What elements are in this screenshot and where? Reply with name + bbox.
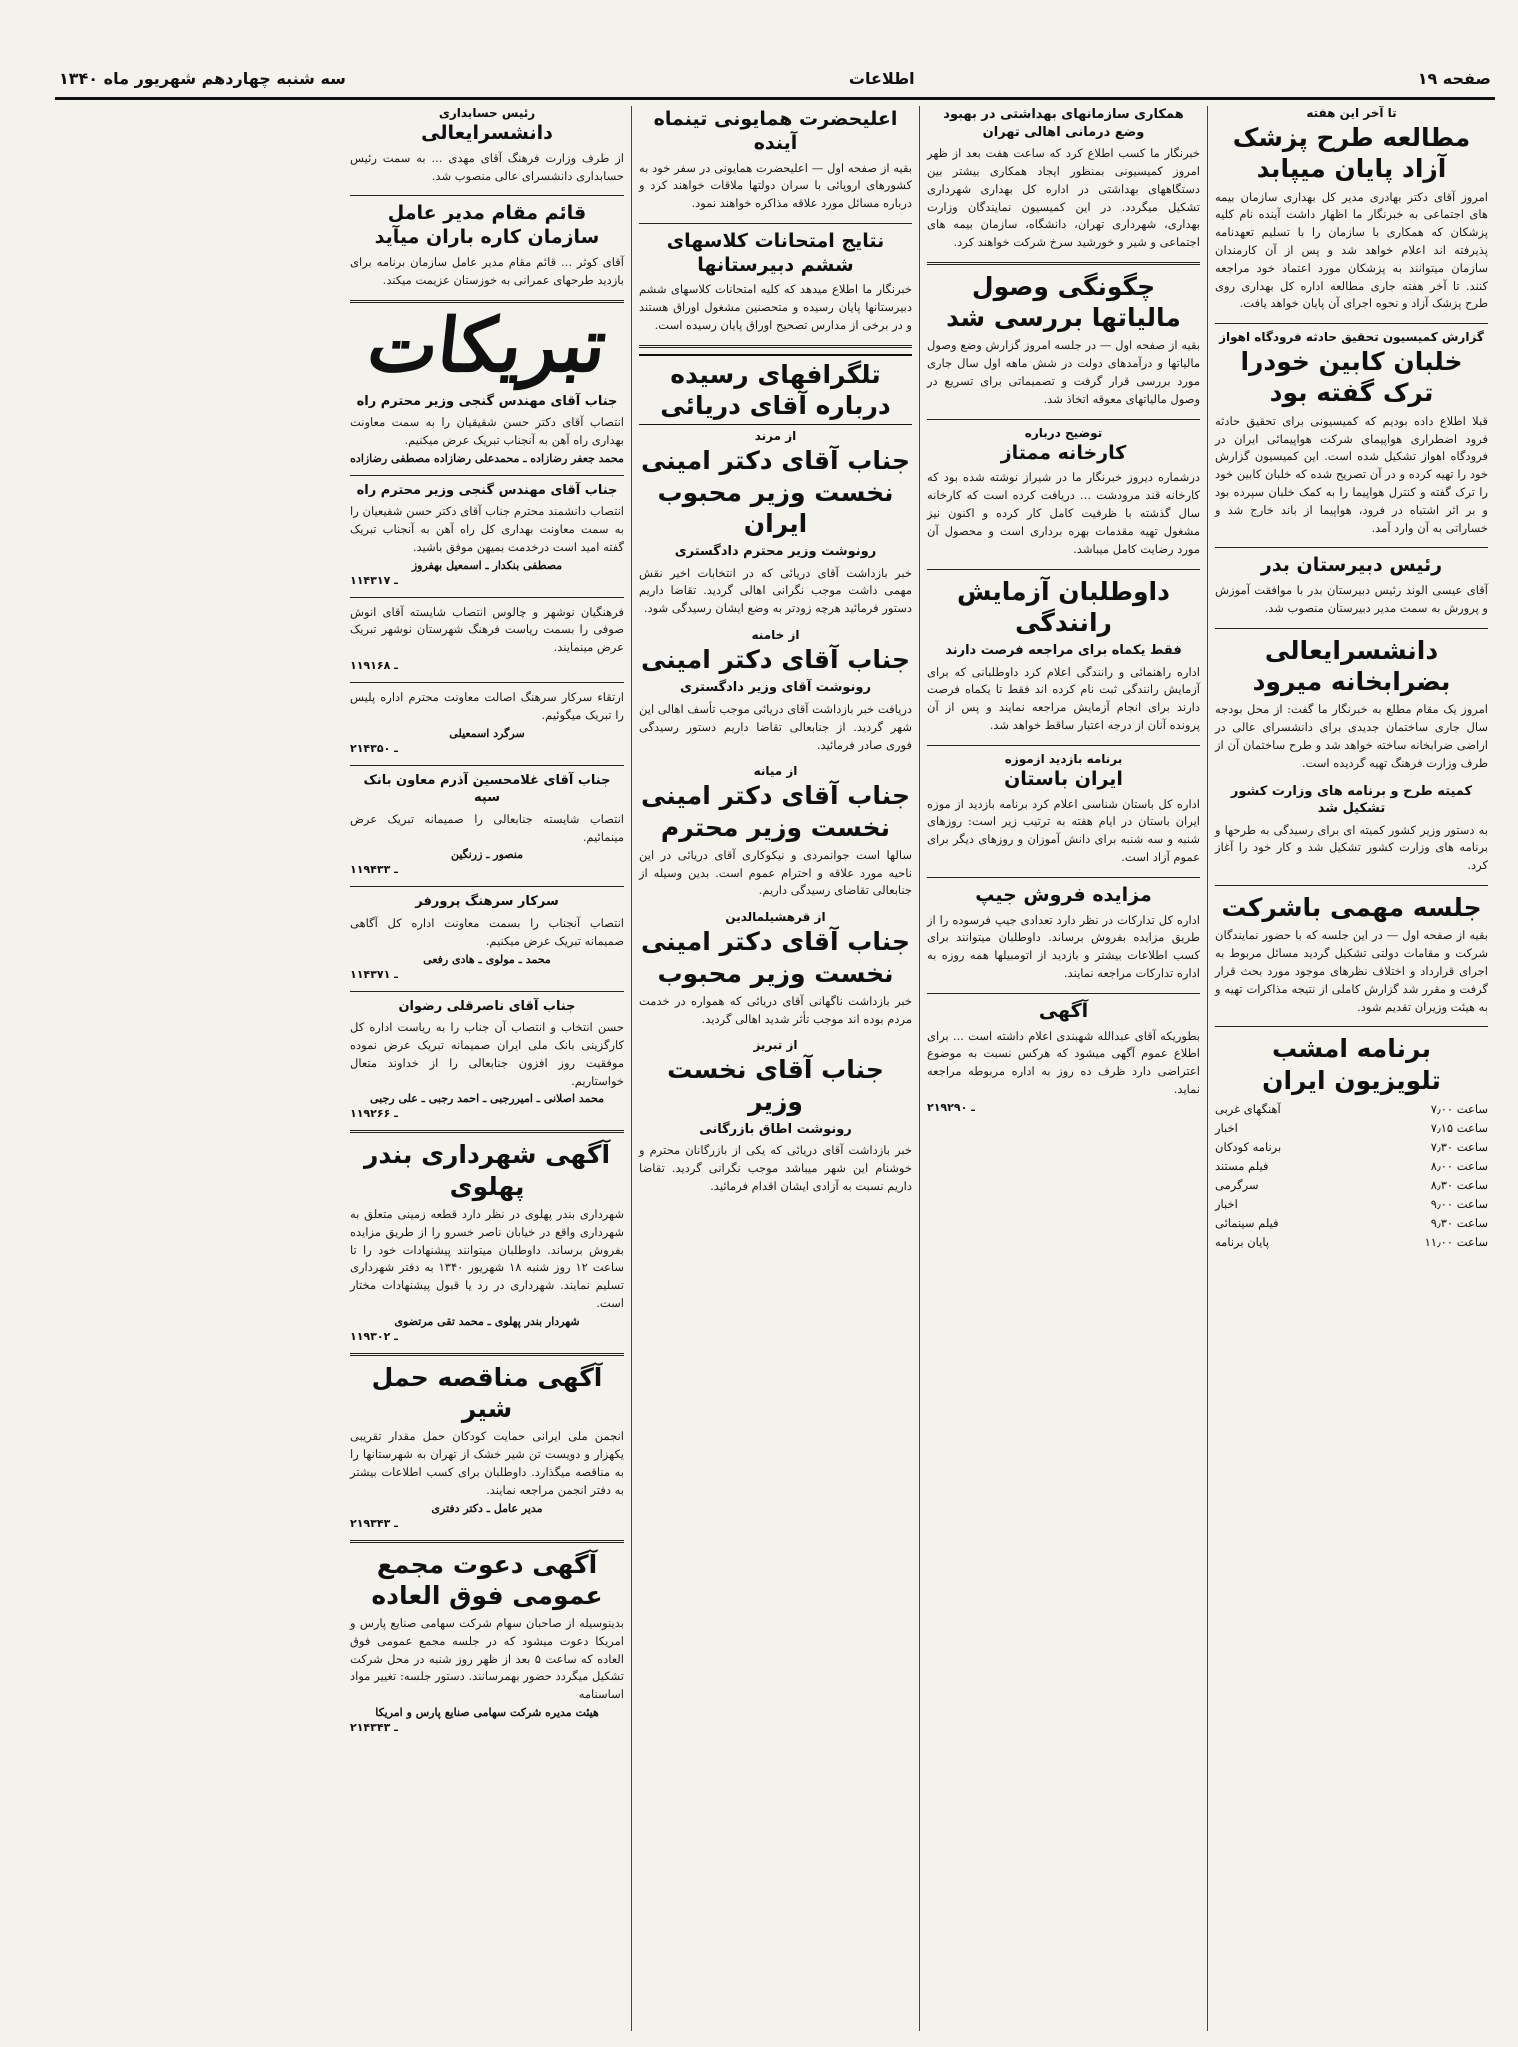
congrats-item <box>350 393 624 465</box>
article-body: امروز آقای دکتر بهادری مدیر کل بهداری سازمان بیمه های اجتماعی به خبرنگار ما اظهار داشت آینده نام کلیه پزشکان که همکاری با سازمان را با تسلیم تعهدنامه پذیرفته اند اعلام خواهد شد و پس از آن کارمندان سازمان میتوانند به پزشکان مورد اعتماد خود مراجعه کنند. تا آخر هفته جاری مطالعه اداره کل بهداری روی طرح پزشک آزاد و نحوه اجرای آن پایان خواهد یافت. <box>1215 189 1488 311</box>
divider <box>350 1130 624 1133</box>
headline: کارخانه ممتاز <box>1000 441 1127 464</box>
headline: آگهی شهرداری بندر پهلوی <box>363 1140 611 1201</box>
divider <box>350 765 624 766</box>
headline: آگهی <box>1038 999 1089 1022</box>
ad-reference: ۱ـ ۱۹۳۰۲ <box>350 1329 398 1343</box>
article-factory <box>927 426 1200 559</box>
headline: چگونگی وصول مالیاتها بررسی شد <box>946 271 1181 333</box>
divider <box>639 223 912 224</box>
tv-show: سرگرمی <box>1215 1177 1259 1192</box>
divider <box>350 597 624 598</box>
tv-item <box>1215 1195 1488 1214</box>
article-body: بقیه از صفحه اول — در جلسه امروز گزارش وضع وصول مالیاتها و درآمدهای دولت در شش ماهه اول سال جاری مورد بررسی قرار گرفت و تصمیماتی برای تسریع در وصول مالیاتهای معوقه اتخاذ شد. <box>927 338 1200 406</box>
congrats-text: ارتقاء سرکار سرهنگ اصالت معاونت محترم اداره پلیس را تبریک میگوئیم. <box>350 690 624 722</box>
article-body: به دستور وزیر کشور کمیته ای برای رسیدگی به طرحها و برنامه های وزارت کشور تشکیل شد و کار خود را آغاز کرد. <box>1215 822 1488 873</box>
congrats-item <box>350 893 624 980</box>
congrats-text: انتصاب آقای دکتر حسن شقیقیان را به سمت معاونت بهداری راه آهن به آنجناب تبریک عرض میکنیم. <box>350 415 624 447</box>
divider <box>927 262 1200 265</box>
headline: آگهی دعوت مجمع عمومی فوق العاده <box>371 1549 603 1610</box>
article-exam-results <box>639 230 912 335</box>
masthead <box>55 60 1495 100</box>
kicker: رئیس حسابداری <box>438 106 536 120</box>
headline: خلبان کابین خودرا ترک گفته بود <box>1240 347 1463 408</box>
headline: مطالعه طرح پزشک آزاد پایان میپابد <box>1232 123 1471 184</box>
tv-show: آهنگهای غربی <box>1215 1101 1281 1116</box>
tv-time: ساعت ۷٫۱۵ <box>1430 1120 1488 1135</box>
telegram-khameneh <box>639 628 912 754</box>
section-title: تلگرافهای رسیده درباره آقای دریائی <box>639 354 912 426</box>
congrats-text: انتصاب آنجناب را بسمت معاونت اداره کل آگاهی صمیمانه تبریک عرض میکنیم. <box>350 915 624 948</box>
tv-show: فیلم سینمائی <box>1215 1215 1279 1230</box>
issue-date: سه شنبه چهاردهم شهریور ماه ۱۳۴۰ <box>59 69 346 88</box>
ad-reference: ۱ـ ۱۹۱۶۸ <box>350 659 398 673</box>
ad-milk-tender <box>350 1362 624 1530</box>
headline: دانشسرایعالی بضرابخانه میرود <box>1252 635 1451 696</box>
tv-time: ساعت ۷٫۰۰ <box>1430 1101 1488 1116</box>
newspaper-page <box>55 106 1495 2031</box>
headline: اعلیحضرت همایونی تینماه آینده <box>653 108 898 154</box>
headline: قائم مقام مدیر عامل سازمان کاره باران میآید <box>374 202 600 249</box>
headline: جناب آقای دکتر امینی <box>641 645 910 675</box>
article-driving-test <box>927 576 1200 735</box>
article-body: بقیه از صفحه اول — اعلیحضرت همایونی در سفر خود به کشورهای اروپائی با سران دولتها ملاقات خواهند کرد و درباره مسائل مورد علاقه مذاکره خواهند نمود. <box>639 160 912 211</box>
divider <box>1215 885 1488 886</box>
kicker: برنامه بازدید ازموزه <box>1004 751 1123 766</box>
article-body: دریافت خبر بازداشت آقای دریائی موجب تأسف اهالی این شهر گردید. از جنابعالی تقاضا داریم دستور رسیدگی فوری صادر فرمائید. <box>639 701 912 752</box>
ad-reference: ۲ـ ۱۹۳۴۳ <box>350 1516 398 1530</box>
headline: جناب آقای دکتر امینی نخست وزیر محترم <box>641 781 910 842</box>
divider <box>1215 628 1488 629</box>
article-body: آقای کوثر ... قائم مقام مدیر عامل سازمان برنامه برای بازدید طرحهای عمرانی به خوزستان عزیمت میکند. <box>350 254 624 287</box>
divider <box>927 877 1200 878</box>
tv-time: ساعت ۸٫۰۰ <box>1430 1158 1488 1173</box>
divider <box>927 993 1200 994</box>
congrats-title: جناب آقای ناصرقلی رضوان <box>398 998 576 1014</box>
headline: جناب آقای نخست وزیر <box>667 1055 884 1116</box>
ad-signature: شهردار بندر پهلوی ـ محمد تقی مرتضوی <box>394 1314 580 1328</box>
congrats-title: جناب آقای غلامحسین آذرم معاون بانک سپه <box>363 772 611 806</box>
congrats-signature: محمد جعفر رضازاده ـ محمدعلی رضازاده مصطفی رضازاده <box>350 451 624 465</box>
ad-reference: ۱ـ ۱۹۴۳۳ <box>350 863 398 877</box>
article-body: بقیه از صفحه اول — در این جلسه که با حضور نمایندگان شرکت و مقامات دولتی تشکیل گردید مسائل مربوط به اجرای قرارداد و اختلاف نظرهای موجود مورد بحث قرار گرفت و مقرر شد گزارش کاملی از نتیجه مذاکرات تهیه و به هیئت وزیران تقدیم شود. <box>1215 928 1488 1014</box>
article-body: شهرداری بندر پهلوی در نظر دارد قطعه زمینی متعلق به شهرداری واقع در خیابان ناصر خسرو را از طریق مزایده بفروش برساند. داوطلبان میتوانند پیشنهادات خود را تا ساعت ۱۲ روز شنبه ۱۸ شهریور ۱۳۴۰ به دفتر شهرداری تسلیم نمایند. شهرداری در رد یا قبول پیشنهادات مختار است. <box>350 1206 625 1310</box>
kicker: از مرند <box>754 429 797 444</box>
tv-show: فیلم مستند <box>1215 1158 1269 1173</box>
congrats-signature: مصطفی بنکدار ـ اسمعیل بهفروز <box>411 558 563 572</box>
article-meeting <box>1215 892 1488 1016</box>
article-body: آقای عیسی الوند رئیس دبیرستان بدر با موافقت آموزش و پرورش به سمت مدیر دبیرستان منصوب شد. <box>1215 583 1488 615</box>
headline: برنامه امشب تلویزیون ایران <box>1262 1034 1441 1095</box>
article-body: انجمن ملی ایرانی حمایت کودکان حمل مقدار تقریبی یکهزار و دویست تن شیر خشک از تهران به شهرستانها را به مناقصه میگذارد. داوطلبان برای کسب اطلاعات بیشتر به دفتر انجمن مراجعه نمایند. <box>350 1429 624 1497</box>
telegram-qarasheelmaldin <box>639 910 912 1028</box>
tv-time: ساعت ۷٫۳۰ <box>1430 1139 1488 1154</box>
kicker: توضیح درباره <box>1024 425 1103 440</box>
headline: آگهی مناقصه حمل شیر <box>371 1362 603 1424</box>
kicker: گزارش کمیسیون تحقیق حادثه فرودگاه اهواز <box>1219 330 1484 345</box>
article-jeep-auction <box>927 884 1200 983</box>
subhead: رونوشت وزیر محترم دادگستری <box>674 544 877 560</box>
subhead: فقط یکماه برای مراجعه فرصت دارند <box>945 643 1182 659</box>
ad-signature: مدیر عامل ـ دکتر دفتری <box>431 1501 543 1515</box>
ad-reference: ۱ـ ۱۹۲۶۶ <box>350 1107 398 1121</box>
subhead: کمیته طرح و برنامه های وزارت کشور تشکیل شد <box>1230 783 1473 817</box>
congrats-title: سرکار سرهنگ پرورفر <box>415 894 559 910</box>
divider <box>350 886 624 887</box>
kicker: از تبریز <box>753 1038 798 1053</box>
subhead: رونوشت اطاق بازرگانی <box>699 1121 852 1137</box>
subhead: رونوشت آقای وزیر دادگستری <box>680 680 871 696</box>
congrats-text: حسن انتخاب و انتصاب آن جناب را به ریاست اداره کل کارگزینی بانک ملی ایران صمیمانه تبریک عرض نموده موفقیت روز افزون جنابعالی را از خداوند متعال خواستاریم. <box>350 1020 624 1088</box>
ad-reference: ۱ـ ۱۴۳۷۱ <box>350 967 398 981</box>
article-body: اداره راهنمائی و رانندگی اعلام کرد داوطلبانی که برای آزمایش رانندگی ثبت نام کرده اند فقط تا یکماه فرصت دارند برای انجام آزمایش مراجعه نمایند و پس از آن پرونده آنان از درجه اعتبار ساقط خواهد شد. <box>927 664 1200 733</box>
article-deputy-director <box>350 202 624 289</box>
tv-show: برنامه کودکان <box>1215 1139 1282 1154</box>
divider <box>639 345 912 348</box>
article-teachers-college <box>1215 635 1488 773</box>
congrats-text: فرهنگیان نوشهر و چالوس انتصاب شایسته آقای انوش صوفی را بسمت ریاست فرهنگ شهرستان نوشهر تبریک عرض مینمایند. <box>350 604 624 655</box>
headline: مزایده فروش جیپ <box>975 883 1152 906</box>
congrats-signature: محمد اصلانی ـ امیررجبی ـ احمد رجبی ـ علی رجبی <box>370 1092 604 1106</box>
ad-reference: ۲ـ ۱۴۳۴۳ <box>350 1721 398 1735</box>
article-accounting-head <box>350 106 624 185</box>
congrats-text: انتصاب شایسته جنابعالی را صمیمانه تبریک عرض مینمائیم. <box>350 811 624 844</box>
paper-name: اطلاعات <box>848 69 915 88</box>
telegram-tabriz <box>639 1038 912 1195</box>
congrats-item <box>350 482 624 587</box>
divider <box>350 991 624 992</box>
subhead: همکاری سازمانهای بهداشتی در بهبود وضع درمانی اهالی تهران <box>943 107 1184 140</box>
telegram-marand <box>639 429 912 618</box>
kicker: از خامنه <box>751 628 800 643</box>
page-number: صفحه ۱۹ <box>1417 69 1491 88</box>
divider <box>1215 1026 1488 1027</box>
telegram-mianeh <box>639 764 912 900</box>
congrats-item <box>350 604 624 672</box>
tv-item <box>1215 1233 1488 1252</box>
congrats-signature: سرگرد اسمعیلی <box>449 726 525 740</box>
congrats-signature: منصور ـ زرنگین <box>450 848 524 862</box>
tv-time: ساعت ۹٫۰۰ <box>1430 1196 1488 1211</box>
congrats-item <box>350 998 624 1121</box>
kicker: از قرهشیلمالدین <box>725 910 826 925</box>
tv-show: اخبار <box>1215 1196 1238 1211</box>
column-1 <box>1207 106 1495 2031</box>
ad-general-assembly <box>350 1549 624 1735</box>
congrats-title: جناب آقای مهندس گنجی وزیر محترم راه <box>356 393 618 409</box>
headline: جناب آقای دکتر امینی نخست وزیر محبوب ایران <box>641 446 910 538</box>
ad-signature: هیئت مدیره شرکت سهامی صنایع پارس و امریکا <box>375 1706 599 1720</box>
congrats-item <box>350 772 624 877</box>
divider <box>927 569 1200 570</box>
congratulations-logo: تبریکات <box>363 302 611 389</box>
article-taxes <box>927 271 1200 409</box>
article-body: اداره کل تدارکات در نظر دارد تعدادی جیپ فرسوده را از طریق مزایده بفروش برساند. داوطلبان میتوانند برای کسب اطلاعات بیشتر و بازدید از اتومبیلها همه روزه به اداره تدارکات مراجعه نمایند. <box>927 912 1200 981</box>
article-body: درشماره دیروز خبرنگار ما در شیراز نوشته شده بود که کارخانه قند مرودشت ... دریافت کرده است که کارخانه سال گذشته با ظرفیت کامل کار کرده و اکنون نیز مشغول تهیه مقدمات بهره برداری است و محصول آن مورد رضایت کامل میباشد. <box>927 470 1200 556</box>
tv-item <box>1215 1119 1488 1138</box>
divider <box>1215 323 1488 324</box>
tv-time: ساعت ۱۱٫۰۰ <box>1424 1234 1488 1249</box>
article-body: بدینوسیله از صاحبان سهام شرکت سهامی صنایع پارس و امریکا دعوت میشود که در جلسه مجمع عمومی فوق العاده که ساعت ۵ بعد از ظهر روز شنبه در محل شرکت تشکیل میگردد حضور بهمرسانند. دستور جلسه: تغییر مواد اساسنامه <box>350 1616 624 1702</box>
article-pilot <box>1215 330 1488 537</box>
article-notice <box>927 1000 1200 1114</box>
divider <box>350 195 624 196</box>
tv-item <box>1215 1157 1488 1176</box>
headline: جناب آقای دکتر امینی نخست وزیر محبوب <box>641 927 910 988</box>
headline: جلسه مهمی باشرکت <box>1221 893 1482 923</box>
article-museum <box>927 752 1200 867</box>
divider <box>350 475 624 476</box>
column-3 <box>631 106 919 2031</box>
congrats-signature: محمد ـ مولوی ـ هادی رفعی <box>423 952 551 966</box>
article-body: بطوریکه آقای عبدالله شهبندی اعلام داشته است ... برای اطلاع عموم آگهی میشود که هرکس نسبت به موضوع اعتراضی دارد ظرف ده روز به اداره مربوطه مراجعه نماید. <box>927 1028 1200 1097</box>
divider <box>350 682 624 683</box>
article-body: خبرنگار ما کسب اطلاع کرد که ساعت هفت بعد از ظهر امروز کمیسیونی بمنظور ایجاد همکاری بیشتر بین دستگاههای بهداشتی در اداره کل بهداری شهرداری تشکیل میگردد. در این کمیسیون نمایندگان وزارت بهداری، شهرداری تهران، دانشگاه، سازمان بیمه های اجتماعی و شیر و خورشید سرخ شرکت خواهند کرد. <box>927 146 1200 250</box>
divider <box>350 1540 624 1543</box>
tv-time: ساعت ۸٫۳۰ <box>1430 1177 1488 1192</box>
headline: نتایج امتحانات کلاسهای ششم دبیرستانها <box>666 229 885 276</box>
article-health-cooperation <box>927 106 1200 252</box>
headline: ایران باستان <box>1004 767 1123 790</box>
kicker: تا آخر این هفته <box>1306 106 1397 120</box>
article-private-doctor <box>1215 106 1488 313</box>
tv-item <box>1215 1214 1488 1233</box>
article-badr-school <box>1215 554 1488 617</box>
tv-show: اخبار <box>1215 1120 1238 1135</box>
article-body: از طرف وزارت فرهنگ آقای مهدی ... به سمت رئیس حسابداری دانشسرای عالی منصوب شد. <box>350 150 624 183</box>
tv-program <box>1215 1033 1488 1251</box>
divider <box>350 1353 624 1356</box>
headline: دانشسرایعالی <box>421 122 553 144</box>
column-4 <box>343 106 631 2031</box>
tv-item <box>1215 1100 1488 1119</box>
article-body: سالها است جوانمردی و نیکوکاری آقای دریائی در این ناحیه مورد علاقه و احترام عموم است. بدین وسیله از جنابعالی تقاضای رسیدگی داریم. <box>639 847 912 898</box>
congrats-item <box>350 689 624 755</box>
ad-reference: ۲ـ ۱۴۳۵۰ <box>350 741 398 755</box>
article-body: خبر بازداشت آقای دریائی که یکی از بازرگانان محترم و خوشنام این شهر میباشد موجب نگرانی گردید. تقاضا داریم نسبت به آزادی ایشان اقدام فرمائید. <box>639 1143 912 1194</box>
tv-item <box>1215 1138 1488 1157</box>
tv-schedule <box>1215 1100 1488 1252</box>
article-interior-committee <box>1215 783 1488 876</box>
kicker: از میانه <box>753 764 798 779</box>
article-body: خبر بازداشت ناگهانی آقای دریائی که همواره در خدمت مردم بوده اند موجب تأثر شدید اهالی گردید. <box>639 993 912 1026</box>
column-2 <box>919 106 1207 2031</box>
ad-reference: ۱ـ ۱۴۳۱۷ <box>350 573 398 587</box>
article-body: امروز یک مقام مطلع به خبرنگار ما گفت: از محل بودجه سال جاری ساختمان جدیدی برای دانشسرای عالی در اراضی ضرابخانه ساخته خواهد شد و طرح ساختمان آن از طرف وزارت فرهنگ تهیه گردیده است. <box>1215 702 1488 770</box>
article-body: اداره کل باستان شناسی اعلام کرد برنامه بازدید از موزه ایران باستان در ایام هفته به ترتیب زیر است: روزهای شنبه و سه شنبه برای دانش آموزان و روزهای دیگر برای عموم آزاد است. <box>927 796 1200 865</box>
article-body: خبر بازداشت آقای دریائی که در انتخابات اخیر نقش مهمی داشت موجب نگرانی اهالی گردید. تقاضا داریم دستور فرمائید هرچه زودتر به وضع ایشان رسیدگی شود. <box>639 565 912 616</box>
headline: داوطلبان آزمایش رانندگی <box>957 576 1170 637</box>
ad-municipality <box>350 1139 624 1342</box>
article-body: خبرنگار ما اطلاع میدهد که کلیه امتحانات کلاسهای ششم دبیرستانها پایان رسیده و متحصنین مشغول اوراق هستند و در برخی از مدارس تصحیح اوراق پایان رسیده است. <box>639 282 912 333</box>
tv-item <box>1215 1176 1488 1195</box>
tv-time: ساعت ۹٫۳۰ <box>1430 1215 1488 1230</box>
article-body: قبلا اطلاع داده بودیم که کمیسیونی برای تحقیق حادثه فرود اضطراری هواپیمای شرکت هواپیمائی ایران در فرودگاه اهواز تشکیل شده است. این کمیسیون گزارش خود را تهیه کرده و در آن تصریح شده که خلبان کابین خود را ترک گفته و کنترل هواپیما را به کمک خلبان سپرده بود و بر اثر اشتباه در فرود، هواپیما از باند خارج شد و خساراتی به آن وارد آمد. <box>1215 413 1488 535</box>
divider <box>1215 547 1488 548</box>
congrats-text: انتصاب دانشمند محترم جناب آقای دکتر حسن شفیعیان را به سمت معاونت بهداری کل راه آهن به آنجناب تبریک گفته امید است درخدمت بمیهن موفق باشید. <box>350 504 624 554</box>
ad-reference: ۲ـ ۱۹۲۹۰ <box>927 1100 975 1114</box>
tv-show: پایان برنامه <box>1215 1234 1270 1249</box>
article-shah-trip <box>639 108 912 213</box>
headline: رئیس دبیرستان بدر <box>1260 554 1443 577</box>
divider <box>927 419 1200 420</box>
divider <box>927 745 1200 746</box>
congrats-title: جناب آقای مهندس گنجی وزیر محترم راه <box>356 482 618 498</box>
